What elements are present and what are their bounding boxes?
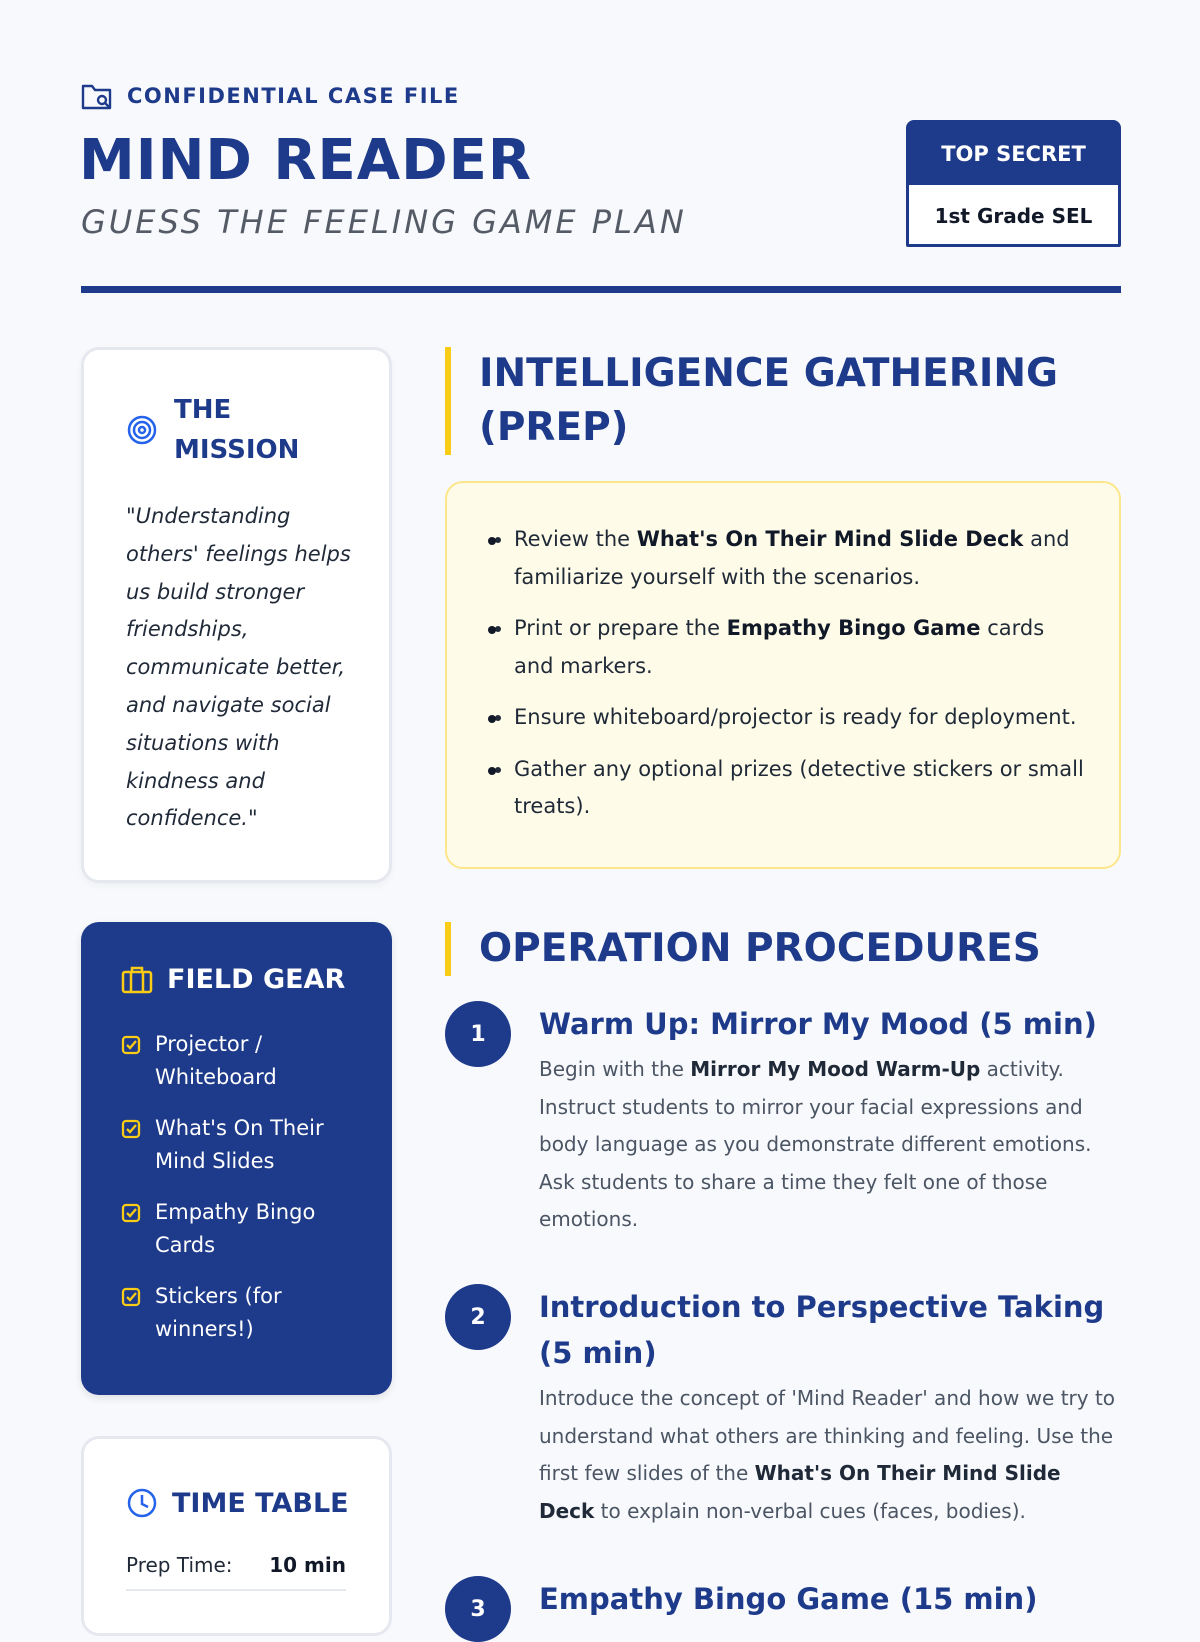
step-number: 3 [445,1576,511,1642]
prep-text: and familiarize yourself with the scenarios. [514,527,1070,589]
prep-item [514,751,1084,826]
stamp-top-secret: TOP SECRET [909,123,1118,185]
step-description [539,1380,1121,1530]
gear-item [121,1112,361,1178]
gear-item [121,1196,361,1262]
field-gear-title: FIELD GEAR [167,964,346,995]
gear-item [121,1280,361,1346]
step-body [539,1001,1121,1239]
field-gear-card [81,922,392,1395]
checkbox-icon [121,1035,141,1055]
prep-text: Review the [514,527,637,551]
page-subtitle: GUESS THE FEELING GAME PLAN [81,203,687,241]
gear-item-label: What's On Their Mind Slides [155,1116,324,1173]
checkbox-icon [121,1203,141,1223]
time-table-row [126,1547,346,1591]
step-body [539,1576,1121,1622]
classification-stamp [906,120,1121,247]
step-text: to explain non-verbal cues (faces, bodies). [594,1498,1026,1523]
prep-text: Print or prepare the [514,616,727,640]
checkbox-icon [121,1119,141,1139]
gear-item-label: Projector / Whiteboard [155,1032,277,1089]
step-text: activity. Instruct students to mirror your facial expressions and body language as you demonstrate different emotions. Ask students to share a time they felt one of those emotions. [539,1057,1092,1231]
folder-search-icon [81,81,113,111]
prep-text: Gather any optional prizes (detective stickers or small treats). [514,756,1084,818]
clock-icon [126,1487,158,1519]
step-description [539,1051,1121,1239]
checkbox-icon [121,1287,141,1307]
mission-header [126,390,314,470]
prep-bold-text: What's On Their Mind Slide Deck [636,527,1024,551]
time-value: 10 min [269,1553,346,1577]
prep-item [514,610,1084,685]
prep-item [514,699,1084,737]
procedures-section-title: OPERATION PROCEDURES [445,922,1121,976]
prep-bold-text: Empathy Bingo Game [726,616,981,640]
field-gear-header [121,964,345,995]
header-divider [81,286,1121,293]
step-text: Begin with the [539,1057,691,1081]
mission-quote: "Understanding others' feelings helps us build stronger friendships, communicate better, and navigate social situations with kindness and confidence." [126,504,351,831]
step-bold-text: What's On Their Mind Slide Deck [539,1461,1061,1523]
gear-item-label: Stickers (for winners!) [155,1284,282,1341]
time-table-header [126,1487,349,1519]
prep-checklist-box [445,481,1121,869]
target-icon [126,414,158,446]
step-text: Introduce the concept of 'Mind Reader' and how we try to understand what others are thinking and feeling. Use the first few slides of the [539,1386,1116,1485]
prep-text: cards and markers. [514,616,1045,678]
step-title: Warm Up: Mirror My Mood (5 min) [539,1007,1097,1041]
prep-text: Ensure whiteboard/projector is ready for deployment. [514,705,1077,729]
case-file-label [81,80,460,112]
step-number: 1 [445,1001,511,1067]
lesson-plan-page [79,0,1121,1622]
mission-title: THE MISSION [174,395,300,465]
page-title: MIND READER [79,128,532,193]
gear-item-label: Empathy Bingo Cards [155,1200,316,1257]
step-bold-text: Mirror My Mood Warm-Up [690,1057,981,1081]
prep-list [514,521,1084,840]
step-title: Introduction to Perspective Taking (5 min) [539,1290,1105,1370]
time-table-title: TIME TABLE [172,1487,349,1519]
step-title: Empathy Bingo Game (15 min) [539,1582,1038,1616]
mission-card [81,347,392,883]
gear-list [121,1028,361,1364]
grade-label: 1st Grade SEL [934,204,1093,228]
step-number: 2 [445,1284,511,1350]
time-table-card [81,1436,392,1636]
prep-section-title: INTELLIGENCE GATHERING (PREP) [445,347,1121,455]
step-body [539,1284,1121,1530]
eyebrow-text: CONFIDENTIAL CASE FILE [127,84,460,108]
prep-item [514,521,1084,596]
gear-item [121,1028,361,1094]
time-label: Prep Time: [126,1553,233,1577]
briefcase-icon [121,965,153,995]
